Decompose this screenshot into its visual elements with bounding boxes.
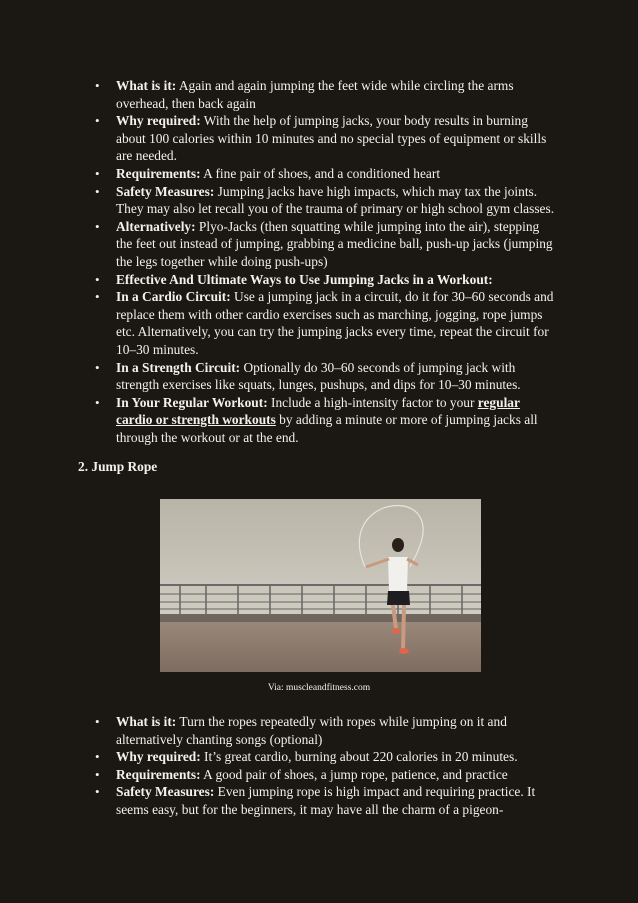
item-text: With the help of jumping jacks, your body results in burning about 100 calories within 10 minutes and no special types of equipment or skills are needed. [116, 113, 547, 164]
item-text: A fine pair of shoes, and a conditioned heart [200, 165, 441, 181]
list-item [0, 783, 638, 818]
jump-rope-list [0, 713, 638, 819]
item-text: Jumping jacks have high impacts, which may tax the joints. They may also let recall you of the trauma of primary or high school gym classes. [116, 183, 555, 217]
list-item [0, 165, 638, 183]
item-label: In a Cardio Circuit: [116, 289, 231, 305]
list-item [0, 271, 638, 289]
item-text: Optionally do 30–60 seconds of jumping jack with strength exercises like squats, lunges, pushups, and dips for 10–30 minutes. [116, 359, 521, 393]
list-item [0, 77, 638, 112]
item-text: Turn the ropes repeatedly with ropes while jumping on it and alternatively chanting songs (optional) [116, 714, 507, 747]
list-item [0, 748, 638, 766]
item-label: What is it: [116, 714, 177, 729]
list-item [0, 112, 638, 165]
image-caption: Via: muscleandfitness.com [267, 683, 371, 693]
list-item [0, 288, 638, 358]
item-label: Safety Measures: [116, 784, 215, 800]
item-text: by adding a minute or more of jumping jacks all through the workout or at the end. [116, 412, 538, 445]
item-text: Plyo-Jacks (then squatting while jumping into the air), stepping the feet out instead of jumping, grabbing a medicine ball, push-up jacks (jumping the legs together while doing push-ups) [116, 218, 553, 269]
list-item [0, 183, 638, 218]
item-label: Safety Measures: [116, 183, 215, 199]
item-text: A good pair of shoes, a jump rope, patience, and practice [200, 766, 508, 782]
item-label: Requirements: [116, 165, 201, 181]
item-label: What is it: [116, 78, 177, 93]
item-label: Why required: [116, 113, 201, 129]
item-label: Effective And Ultimate Ways to Use Jumping Jacks in a Workout: [116, 271, 493, 287]
list-item [0, 713, 638, 748]
item-text: Use a jumping jack in a circuit, do it for 30–60 seconds and replace them with other cardio exercises such as marching, jogging, rope jumps etc. Alternatively, you can try the jumping jacks every time, repeat the circuit for 10–30 minutes. [116, 289, 554, 357]
regular-workouts-link[interactable]: regular cardio or strength workouts [116, 394, 520, 428]
item-text: Again and again jumping the feet wide while circling the arms overhead, then back again [116, 78, 514, 111]
list-item [0, 218, 638, 271]
jumping-jacks-list [0, 77, 638, 446]
item-label: In a Strength Circuit: [116, 359, 241, 375]
item-label: Requirements: [116, 766, 201, 782]
list-item [0, 359, 638, 394]
section-heading: 2. Jump Rope [78, 459, 158, 474]
list-item [0, 766, 638, 784]
item-label: Why required: [116, 749, 201, 765]
jump-rope-photo [160, 499, 481, 672]
item-label: Alternatively: [116, 218, 196, 234]
item-text: Even jumping rope is high impact and requiring practice. It seems easy, but for the beginners, it may have all the charm of a pigeon- [116, 784, 536, 817]
item-text: Include a high-intensity factor to your [267, 394, 478, 410]
item-text: It’s great cardio, burning about 220 calories in 20 minutes. [200, 749, 518, 765]
list-item [0, 394, 638, 447]
item-label: In Your Regular Workout: [116, 394, 268, 410]
